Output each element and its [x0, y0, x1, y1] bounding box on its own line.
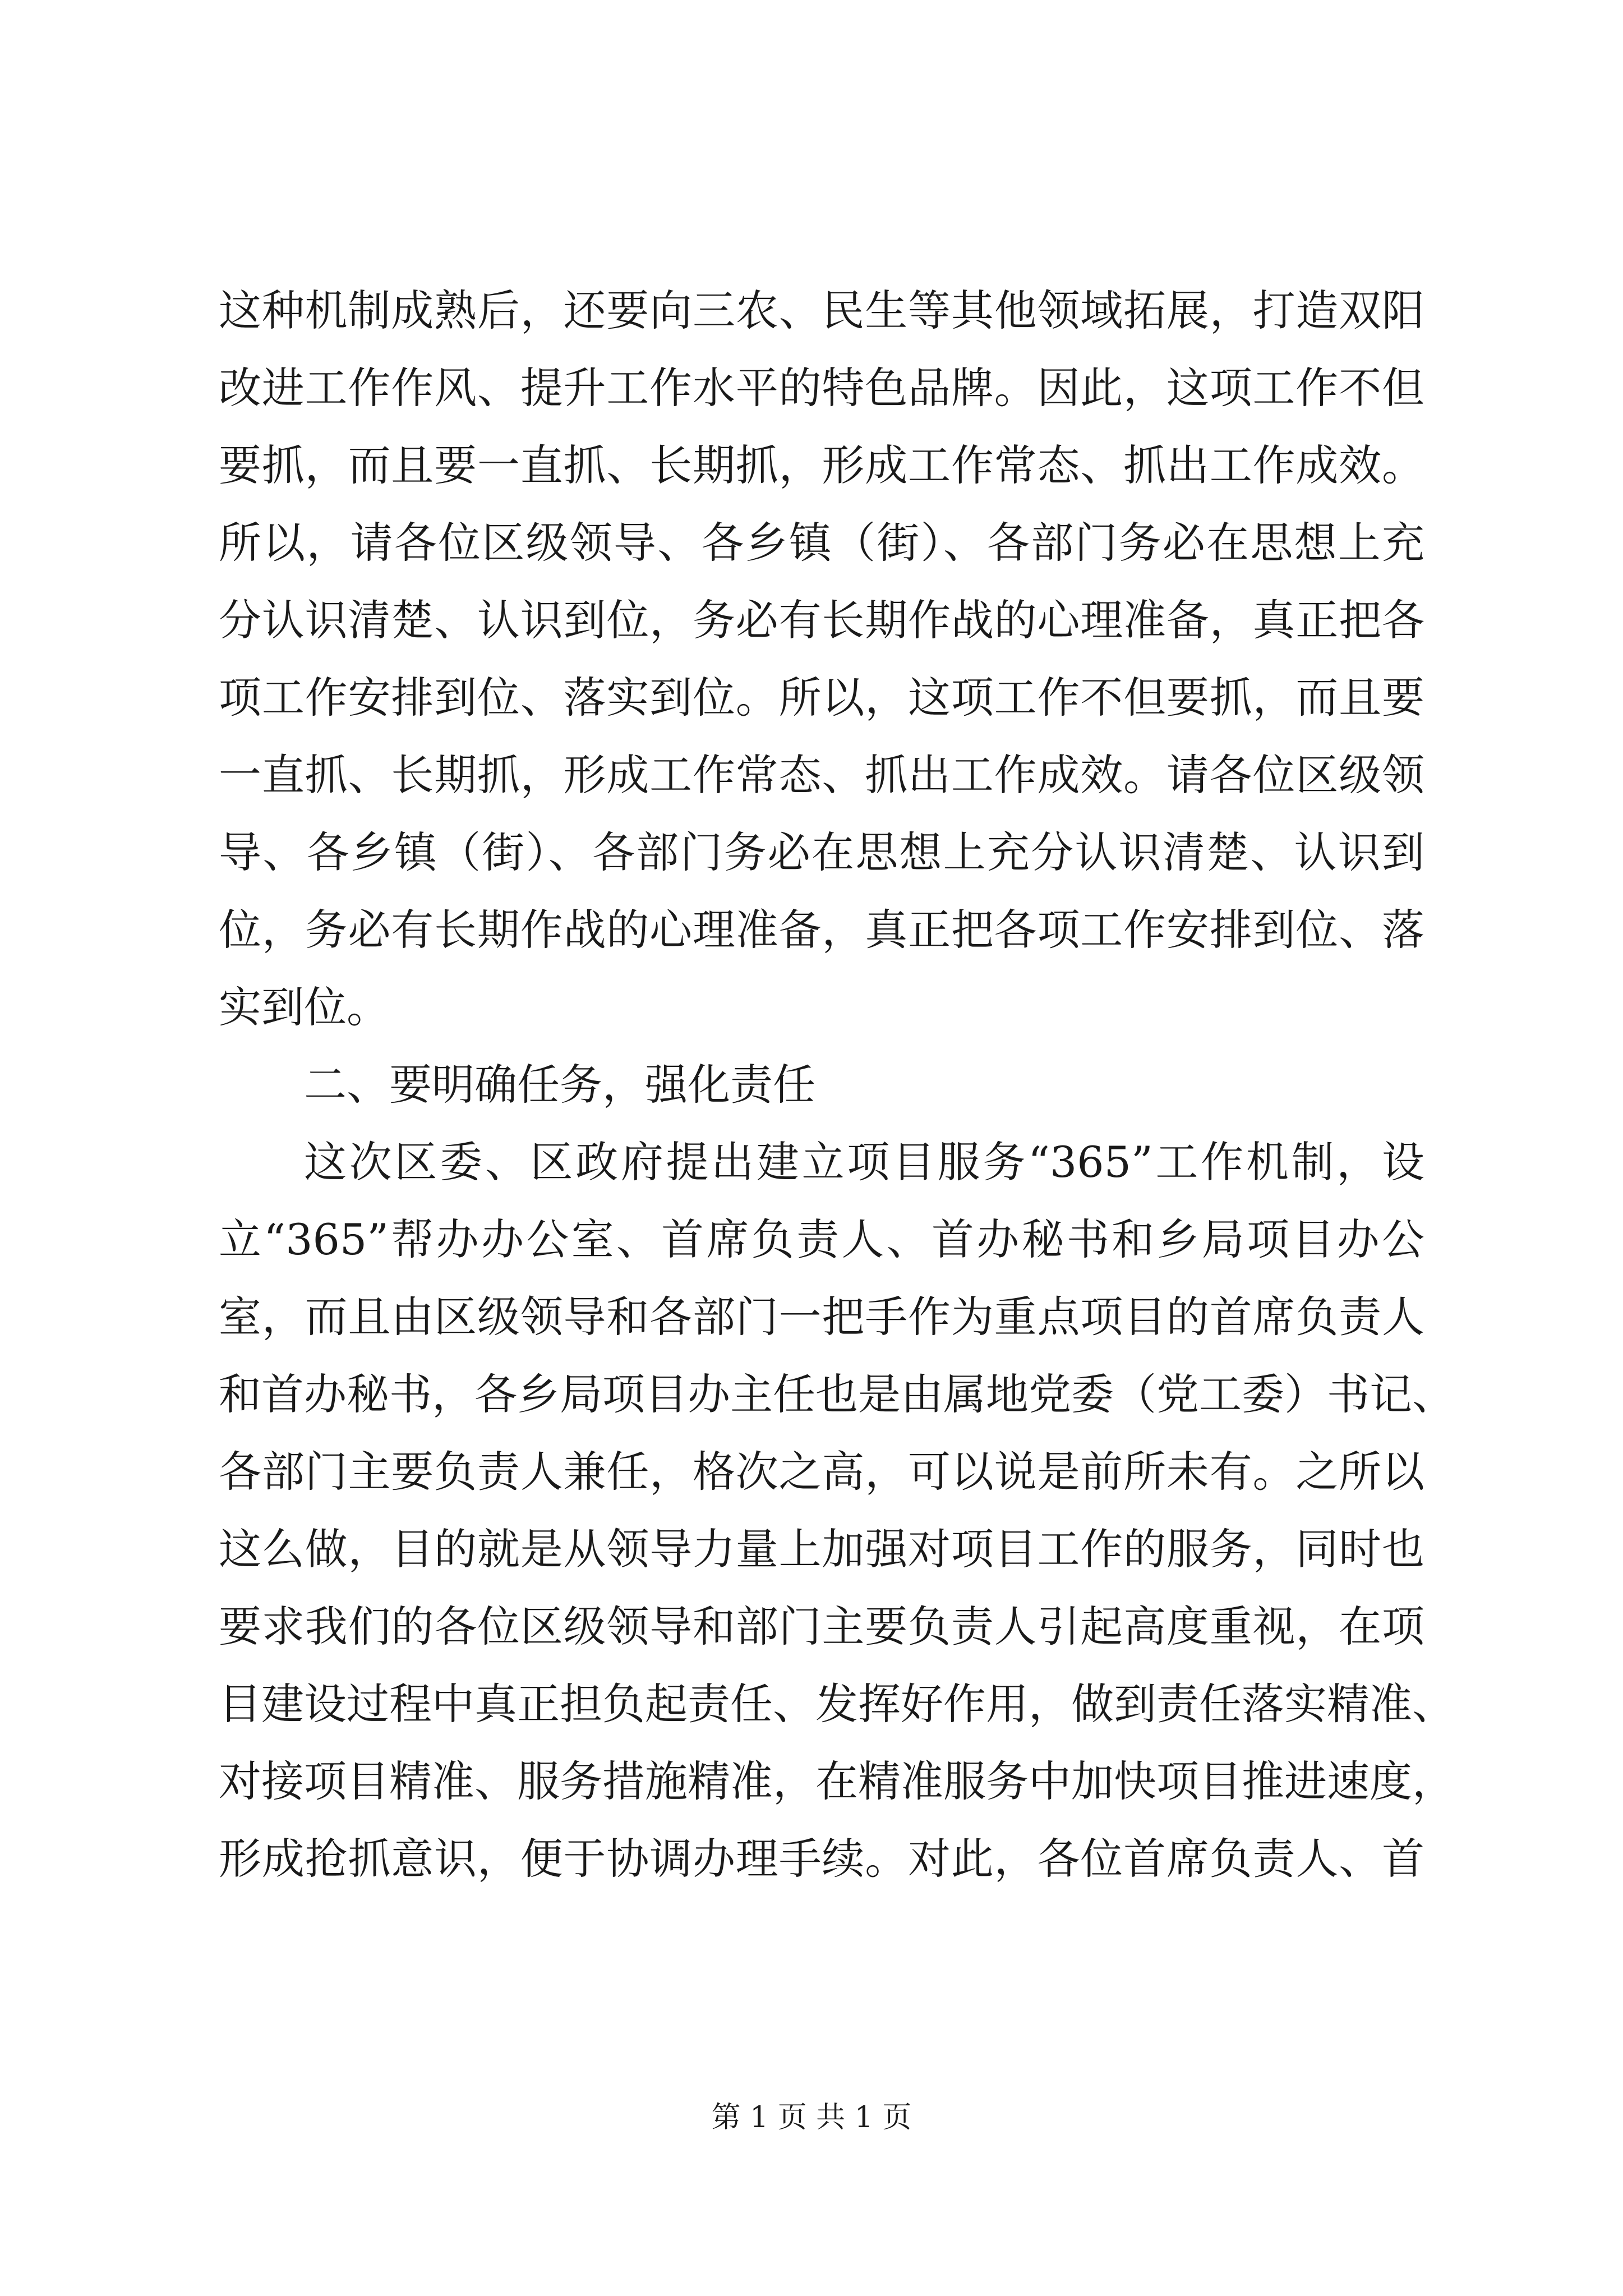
document-body	[219, 272, 1455, 1898]
text-line: 这次区委、区政府提出建立项目服务“365”工作机制，设	[304, 1137, 1424, 1187]
text-line: 形成抢抓意识，便于协调办理手续。对此，各位首席负责人、首	[219, 1834, 1424, 1884]
section-heading: 二、要明确任务，强化责任	[304, 1060, 815, 1110]
text-line: 要抓，而且要一直抓、长期抓，形成工作常态、抓出工作成效。	[219, 440, 1424, 490]
text-line: 各部门主要负责人兼任，格次之高，可以说是前所未有。之所以	[219, 1447, 1424, 1497]
text-line: 一直抓、长期抓，形成工作常态、抓出工作成效。请各位区级领	[219, 750, 1424, 800]
text-line: 目建设过程中真正担负起责任、发挥好作用，做到责任落实精准、	[219, 1679, 1455, 1729]
text-line: 导、各乡镇（街）、各部门务必在思想上充分认识清楚、认识到	[219, 827, 1424, 877]
page-footer: 第 1 页 共 1 页	[711, 2101, 912, 2134]
text-line: 位，务必有长期作战的心理准备，真正把各项工作安排到位、落	[219, 905, 1424, 955]
text-line: 实到位。	[219, 982, 389, 1032]
text-line: 所以，请各位区级领导、各乡镇（街）、各部门务必在思想上充	[219, 518, 1424, 568]
paragraph-1	[219, 272, 1424, 1046]
text-line: 改进工作作风、提升工作水平的特色品牌。因此，这项工作不但	[219, 363, 1424, 413]
text-line: 和首办秘书，各乡局项目办主任也是由属地党委（党工委）书记、	[219, 1369, 1455, 1419]
text-line: 分认识清楚、认识到位，务必有长期作战的心理准备，真正把各	[219, 595, 1424, 645]
text-line: 室，而且由区级领导和各部门一把手作为重点项目的首席负责人	[219, 1292, 1424, 1342]
text-line: 项工作安排到位、落实到位。所以，这项工作不但要抓，而且要	[219, 673, 1424, 723]
text-line: 对接项目精准、服务措施精准，在精准服务中加快项目推进速度，	[219, 1756, 1455, 1806]
text-line: 这么做，目的就是从领导力量上加强对项目工作的服务，同时也	[219, 1524, 1424, 1574]
paragraph-2	[219, 1124, 1455, 1898]
text-line: 要求我们的各位区级领导和部门主要负责人引起高度重视，在项	[219, 1602, 1424, 1651]
text-line: 这种机制成熟后，还要向三农、民生等其他领域拓展，打造双阳	[219, 286, 1424, 335]
text-line: 立“365”帮办办公室、首席负责人、首办秘书和乡局项目办公	[219, 1214, 1424, 1264]
